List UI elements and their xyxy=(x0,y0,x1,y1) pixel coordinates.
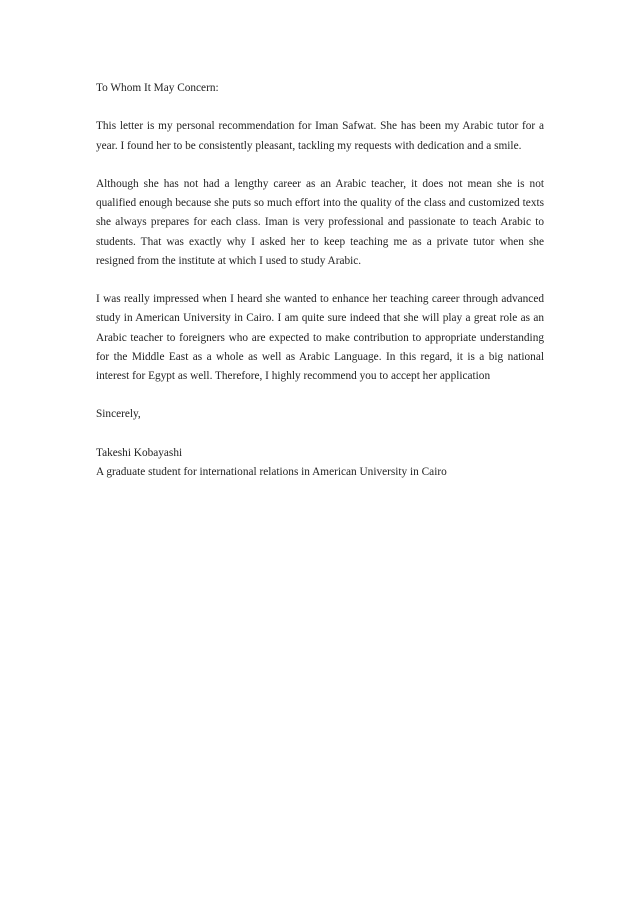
paragraph-3: I was really impressed when I heard she wanted to enhance her teaching career through advanced study in American University in Cairo. I am quite sure indeed that she will play a great role as an Arabic teacher to foreigners who are expected to make contribution to appropriate understanding for the Middle East as a whole as well as Arabic Language. In this regard, it is a big national interest for Egypt as well. Therefore, I highly recommend you to accept her application xyxy=(96,293,544,382)
signature-name: Takeshi Kobayashi xyxy=(96,446,183,459)
paragraph-1: This letter is my personal recommendation for Iman Safwat. She has been my Arabic tutor for a year. I found her to be consistently pleasant, tackling my requests with dedication and a smile. xyxy=(96,120,544,152)
salutation: To Whom It May Concern: xyxy=(96,82,219,94)
paragraph-2: Although she has not had a lengthy career as an Arabic teacher, it does not mean she is not qualified enough because she puts so much effort into the quality of the class and customized texts she always prepares for each class. Iman is very professional and passionate to teach Arabic to students. That was exactly why I asked her to keep teaching me as a private tutor when she resigned from the institute at which I used to study Arabic. xyxy=(96,177,544,267)
closing: Sincerely, xyxy=(96,408,141,421)
recommendation-letter xyxy=(96,79,544,482)
signature-title: A graduate student for international relations in American University in Cairo xyxy=(96,465,447,478)
